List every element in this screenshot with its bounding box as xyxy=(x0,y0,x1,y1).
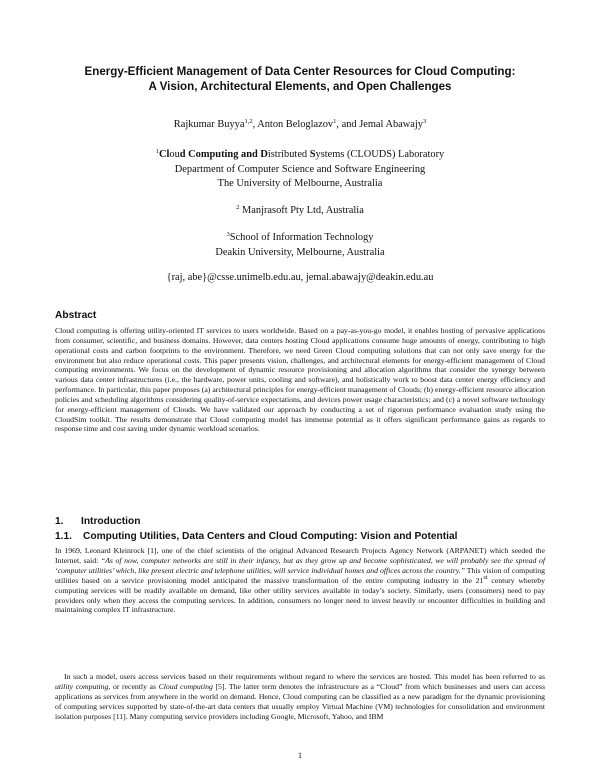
affiliation-1-line-1: $^1$Cloud Computing and Distributed Systems (CLOUDS) Laboratory xyxy=(155,148,445,160)
section-1-paragraph-2: In such a model, users access services based on their requirements without regard to where the services are hosted. This model has been referred to as utility computing, or recently as Cloud computing [5]. The latter term denotes the infrastructure as a “Cloud” from which businesses and users can access applications as services from anywhere in the world on demand. Hence, Cloud computing can be classified as a new paradigm for the dynamic provisioning of computing services supported by state-of-the-art data centers that usually employ Virtual Machine (VM) technologies for consolidation and environment isolation purposes [11]. Many computing service providers including Google, Microsoft, Yahoo, and IBM xyxy=(55,672,545,721)
affiliation-3-line-2: Deakin University, Melbourne, Australia xyxy=(215,246,385,258)
title-line-2: A Vision, Architectural Elements, and Open Challenges xyxy=(148,80,452,93)
abstract-text: Cloud computing is offering utility-oriented IT services to users worldwide. Based on a pay-as-you-go model, it enables hosting of pervasive applications from consumer, scientific, and business domains. However, data centers hosting Cloud applications consume huge amounts of energy, contributing to high operational costs and carbon footprints to the environment. Therefore, we need Green Cloud computing solutions that can not only save energy for the environment but also reduce operational costs. This paper presents vision, challenges, and architectural elements for energy-efficient management of Cloud computing environments. We focus on the development of dynamic resource provisioning and allocation algorithms that consider the synergy between various data center infrastructures (i.e., the hardware, power units, cooling and software), and holistically work to boost data center energy efficiency and performance. In particular, this paper proposes (a) architectural principles for energy-efficient management of Clouds; (b) energy-efficient resource allocation policies and scheduling algorithms considering quality-of-service expectations, and devices power usage characteristics; and (c) a novel software technology for energy-efficient management of Clouds. We have validated our approach by conducting a set of rigorous performance evaluation study using the CloudSim toolkit. The results demonstrate that Cloud computing model has immense potential as it offers significant performance gains as regards to response time and cost saving under dynamic workload scenarios. xyxy=(55,326,545,434)
author-separator: , xyxy=(252,119,258,130)
affiliation-1-line-3: The University of Melbourne, Australia xyxy=(217,178,383,189)
author-buyya: Rajkumar Buyya xyxy=(173,119,245,130)
author-abawajy: Jemal Abawajy xyxy=(359,119,423,130)
author-buyya-affil: 1,2 xyxy=(244,118,253,125)
author-emails: {raj, abe}@csse.unimelb.edu.au, jemal.abawajy@deakin.edu.au xyxy=(166,272,434,283)
section-1-heading: 1. Introduction xyxy=(55,516,141,527)
affiliation-1 xyxy=(40,148,560,192)
affiliation-2: $^2$ Manjrasoft Pty Ltd, Australia xyxy=(236,204,364,216)
author-beloglazov-affil: 1 xyxy=(333,118,337,125)
kleinrock-quote: “As of now, computer networks are still in their infancy, but as they grow up and become sophisticated, we will probably see the spread of ‘computer utilities’ which, like present electric and telephone utilities, will service individual homes and offices across the country.” xyxy=(55,555,545,575)
author-abawajy-affil: 3 xyxy=(422,118,427,125)
affiliation-1-line-2: Department of Computer Science and Software Engineering xyxy=(174,163,426,175)
page-number: 1 xyxy=(297,750,303,760)
author-list xyxy=(40,118,560,131)
paper-title xyxy=(40,64,560,94)
affiliation-3 xyxy=(40,231,560,260)
section-1-1-heading: 1.1. Computing Utilities, Data Centers and Cloud Computing: Vision and Potential xyxy=(55,531,458,542)
title-line-1: Energy-Efficient Management of Data Center Resources for Cloud Computing: xyxy=(84,65,516,78)
affiliation-3-line-1: $^3$School of Information Technology xyxy=(226,231,374,243)
abstract-heading: Abstract xyxy=(55,310,97,321)
author-beloglazov: Anton Beloglazov xyxy=(257,119,334,130)
section-1-paragraph-1: In 1969, Leonard Kleinrock [1], one of the chief scientists of the original Advanced Research Projects Agency Network (ARPANET) which seeded the Internet, said: “As of now, computer networks are still in their infancy, but as they grow up and become sophisticated, we will probably see the spread of ‘computer utilities’ which, like present electric and telephone utilities, will service individual homes and offices across the country.” This vision of computing utilities based on a service provisioning model anticipated the massive transformation of the entire computing industry in the 21st century whereby computing services will be readily available on demand, like other utility services available in today’s society. Similarly, users (consumers) need to pay providers only when they access the computing services. In addition, consumers no longer need to invest heavily or encounter difficulties in building and maintaining complex IT infrastructure. xyxy=(55,546,545,615)
author-separator: , and xyxy=(336,119,360,130)
